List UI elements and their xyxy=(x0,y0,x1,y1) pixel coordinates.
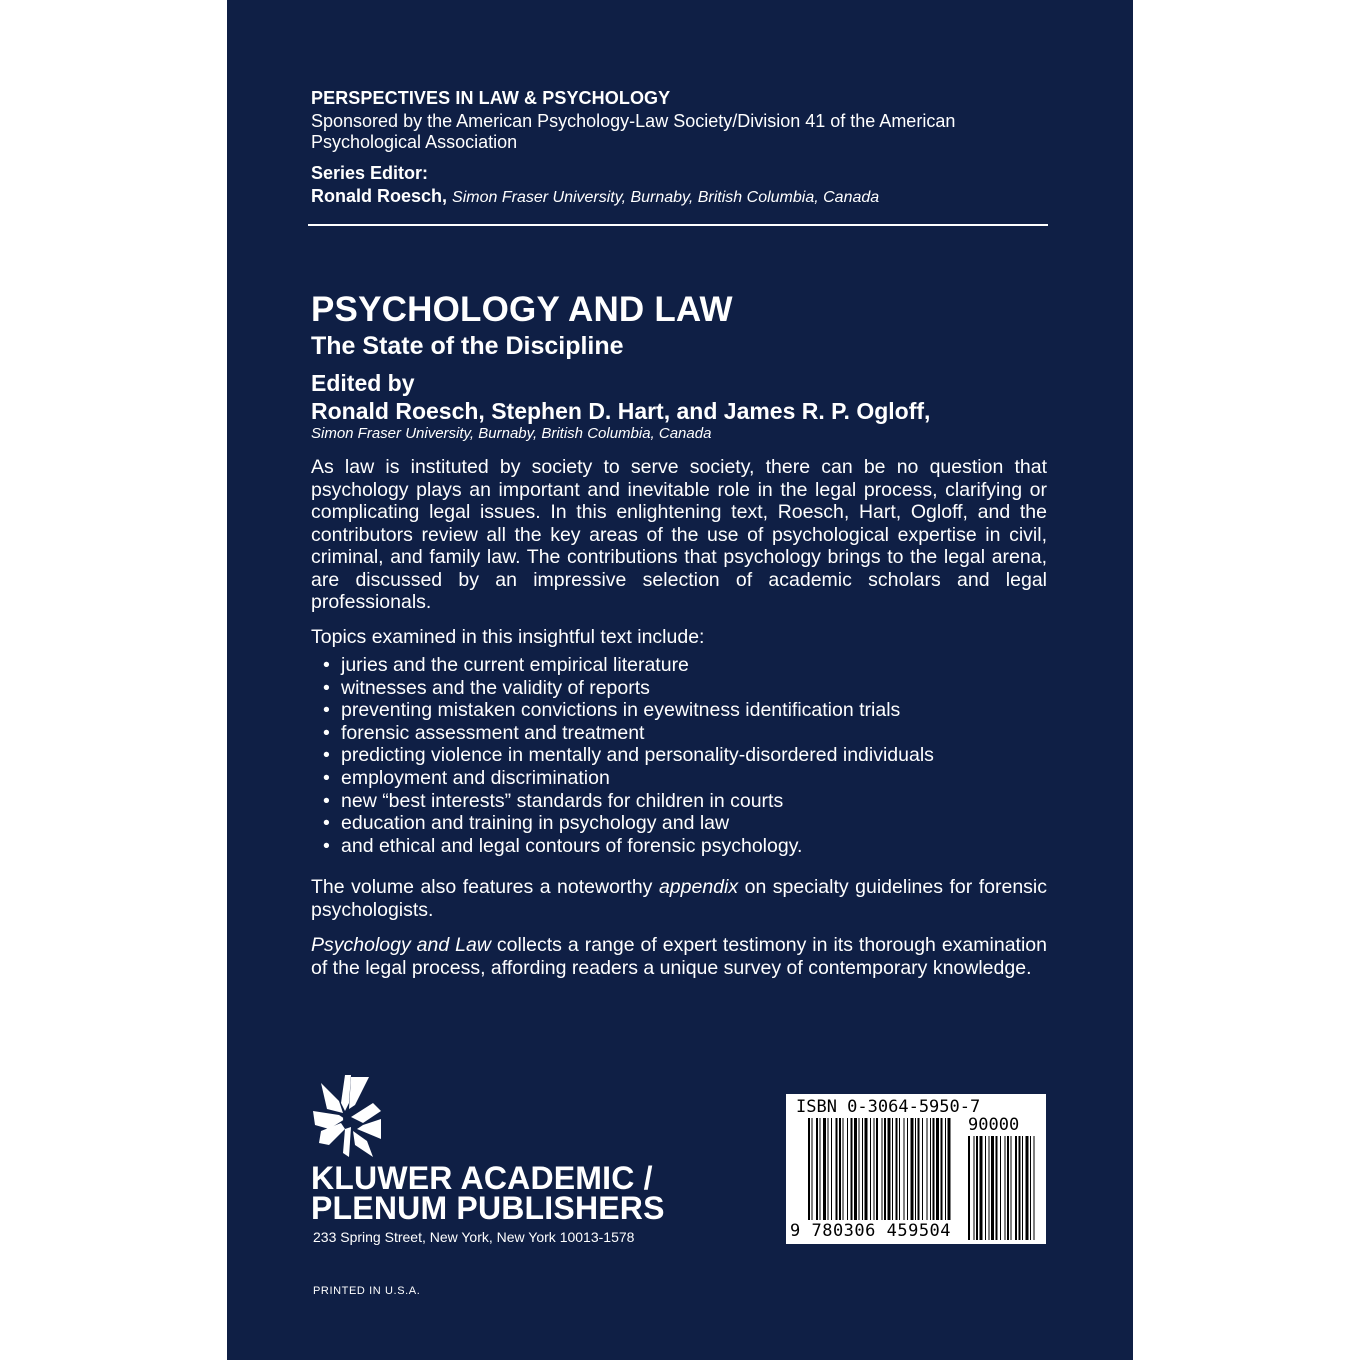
description-paragraph-3 xyxy=(311,876,1047,921)
series-title: PERSPECTIVES IN LAW & PSYCHOLOGY xyxy=(311,88,671,108)
barcode-bar xyxy=(976,1136,978,1240)
barcode-bar xyxy=(865,1118,868,1220)
barcode-bar xyxy=(1005,1136,1006,1240)
barcode-bar xyxy=(1015,1136,1017,1240)
printed-in-label: PRINTED IN U.S.A. xyxy=(313,1285,421,1297)
barcode-bar xyxy=(859,1118,860,1220)
barcode-bar xyxy=(1011,1136,1012,1240)
paragraph-3-text-end: on specialty guidelines for forensic psychologists. xyxy=(311,876,1048,921)
paragraph-3-text-start: The volume also features a noteworthy xyxy=(311,876,659,898)
barcode-bar xyxy=(1034,1136,1035,1240)
topic-item: • forensic assessment and treatment xyxy=(323,722,934,745)
barcode-bar xyxy=(927,1118,928,1220)
barcode-bar xyxy=(1019,1136,1021,1240)
barcode-bar xyxy=(892,1118,893,1220)
barcode-bar xyxy=(882,1118,883,1220)
barcode-bar xyxy=(896,1118,898,1220)
barcode-bar xyxy=(816,1118,818,1220)
barcode-panel xyxy=(786,1094,1046,1244)
barcode-bar xyxy=(918,1118,920,1220)
editors-affiliation: Simon Fraser University, Burnaby, British Columbia, Canada xyxy=(311,425,712,442)
barcode-bar xyxy=(1000,1136,1001,1240)
book-title-emphasis: Psychology and Law xyxy=(311,934,491,956)
barcode-bar xyxy=(1022,1136,1023,1240)
paragraph-4-text: collects a range of expert testimony in its thorough examination of the legal process, affording readers a unique survey of contemporary knowledge. xyxy=(311,934,1047,979)
barcode-bar xyxy=(945,1118,946,1220)
barcode-bar xyxy=(974,1136,975,1240)
publisher-name-line-1: KLUWER ACADEMIC / xyxy=(311,1160,653,1196)
barcode-bar xyxy=(980,1136,983,1240)
series-editor-affiliation: Simon Fraser University, Burnaby, British Columbia, Canada xyxy=(452,189,880,206)
barcode-bar xyxy=(907,1118,908,1220)
divider-rule xyxy=(308,224,1048,226)
topics-list xyxy=(323,654,934,857)
barcode-bar xyxy=(847,1118,848,1220)
topic-item: • and ethical and legal contours of forensic psychology. xyxy=(323,835,934,858)
ean-number: 9 780306 459504 xyxy=(790,1221,952,1241)
book-editors: Ronald Roesch, Stephen D. Hart, and James R. P. Ogloff, xyxy=(311,398,931,424)
barcode-bar xyxy=(854,1118,857,1220)
barcode-bar xyxy=(823,1118,826,1220)
barcode-bar xyxy=(985,1136,986,1240)
barcode-bar xyxy=(843,1118,844,1220)
book-title: PSYCHOLOGY AND LAW xyxy=(311,290,733,329)
series-sponsor: Sponsored by the American Psychology-Law Society/Division 41 of the American Psychological Association xyxy=(311,111,956,152)
barcode-bar xyxy=(904,1118,905,1220)
topics-intro: Topics examined in this insightful text include: xyxy=(311,626,705,648)
barcode-bar xyxy=(820,1118,821,1220)
barcode-bar xyxy=(839,1118,841,1220)
publisher-address: 233 Spring Street, New York, New York 10013-1578 xyxy=(313,1229,635,1245)
topic-item: • predicting violence in mentally and personality-disordered individuals xyxy=(323,744,934,767)
barcode-bar xyxy=(851,1118,853,1220)
topic-item: • preventing mistaken convictions in eyewitness identification trials xyxy=(323,699,934,722)
barcode-bar xyxy=(936,1118,939,1220)
barcode-bar xyxy=(808,1118,810,1220)
barcode-bar xyxy=(1007,1136,1009,1240)
barcode-bar xyxy=(922,1118,923,1220)
barcode-bar xyxy=(968,1136,970,1240)
book-subtitle: The State of the Discipline xyxy=(311,332,624,360)
barcode-bar xyxy=(989,1136,990,1240)
edited-by-label: Edited by xyxy=(311,370,415,396)
barcode-bar xyxy=(996,1136,998,1240)
barcode-bar xyxy=(1026,1136,1029,1240)
barcode-bar xyxy=(991,1136,994,1240)
series-editor xyxy=(311,186,879,207)
kluwer-flower-logo-icon xyxy=(311,1073,383,1159)
description-paragraph-4 xyxy=(311,934,1047,979)
topic-item: • education and training in psychology and law xyxy=(323,812,934,835)
topic-item: • juries and the current empirical literature xyxy=(323,654,934,677)
series-editor-name: Ronald Roesch, xyxy=(311,186,448,206)
barcode-bar xyxy=(911,1118,914,1220)
price-addon-code: 90000 xyxy=(968,1115,1020,1135)
barcode-bar xyxy=(836,1118,838,1220)
topic-item: • witnesses and the validity of reports xyxy=(323,677,934,700)
publisher-name-line-2: PLENUM PUBLISHERS xyxy=(311,1190,665,1226)
isbn-number: ISBN 0-3064-5950-7 xyxy=(796,1097,981,1117)
barcode-bar xyxy=(862,1118,863,1220)
barcode-bar xyxy=(915,1118,916,1220)
appendix-emphasis: appendix xyxy=(658,876,739,898)
topic-item: • employment and discrimination xyxy=(323,767,934,790)
series-editor-label: Series Editor: xyxy=(311,163,429,183)
barcode-bar xyxy=(948,1118,951,1220)
barcode-bar xyxy=(812,1118,813,1220)
barcode-bar xyxy=(888,1118,891,1220)
barcode-bar xyxy=(930,1118,931,1220)
book-back-cover xyxy=(227,0,1133,1360)
barcode-bar xyxy=(874,1118,875,1220)
topic-item: • new “best interests” standards for children in courts xyxy=(323,790,934,813)
publisher-name xyxy=(311,1160,665,1226)
description-paragraph-1: As law is instituted by society to serve society, there can be no question that psychology plays an important and inevitable role in the legal process, clarifying or complicating legal issues. In this enlightening text, Roesch, Hart, Ogloff, and the contributors review all the key areas of the use of psychological expertise in civil, criminal, and family law. The contributions that psychology brings to the legal arena, are discussed by an impressive selection of academic scholars and legal professionals. xyxy=(311,456,1047,613)
barcode-bar xyxy=(828,1118,829,1220)
barcode-bar xyxy=(941,1118,943,1220)
barcode-bar xyxy=(933,1118,935,1220)
barcode-bar xyxy=(884,1118,886,1220)
barcode-bar xyxy=(876,1118,878,1220)
barcode-bar xyxy=(899,1118,900,1220)
barcode-bar xyxy=(831,1118,832,1220)
barcode-bar xyxy=(870,1118,871,1220)
barcode-bar xyxy=(1030,1136,1031,1240)
